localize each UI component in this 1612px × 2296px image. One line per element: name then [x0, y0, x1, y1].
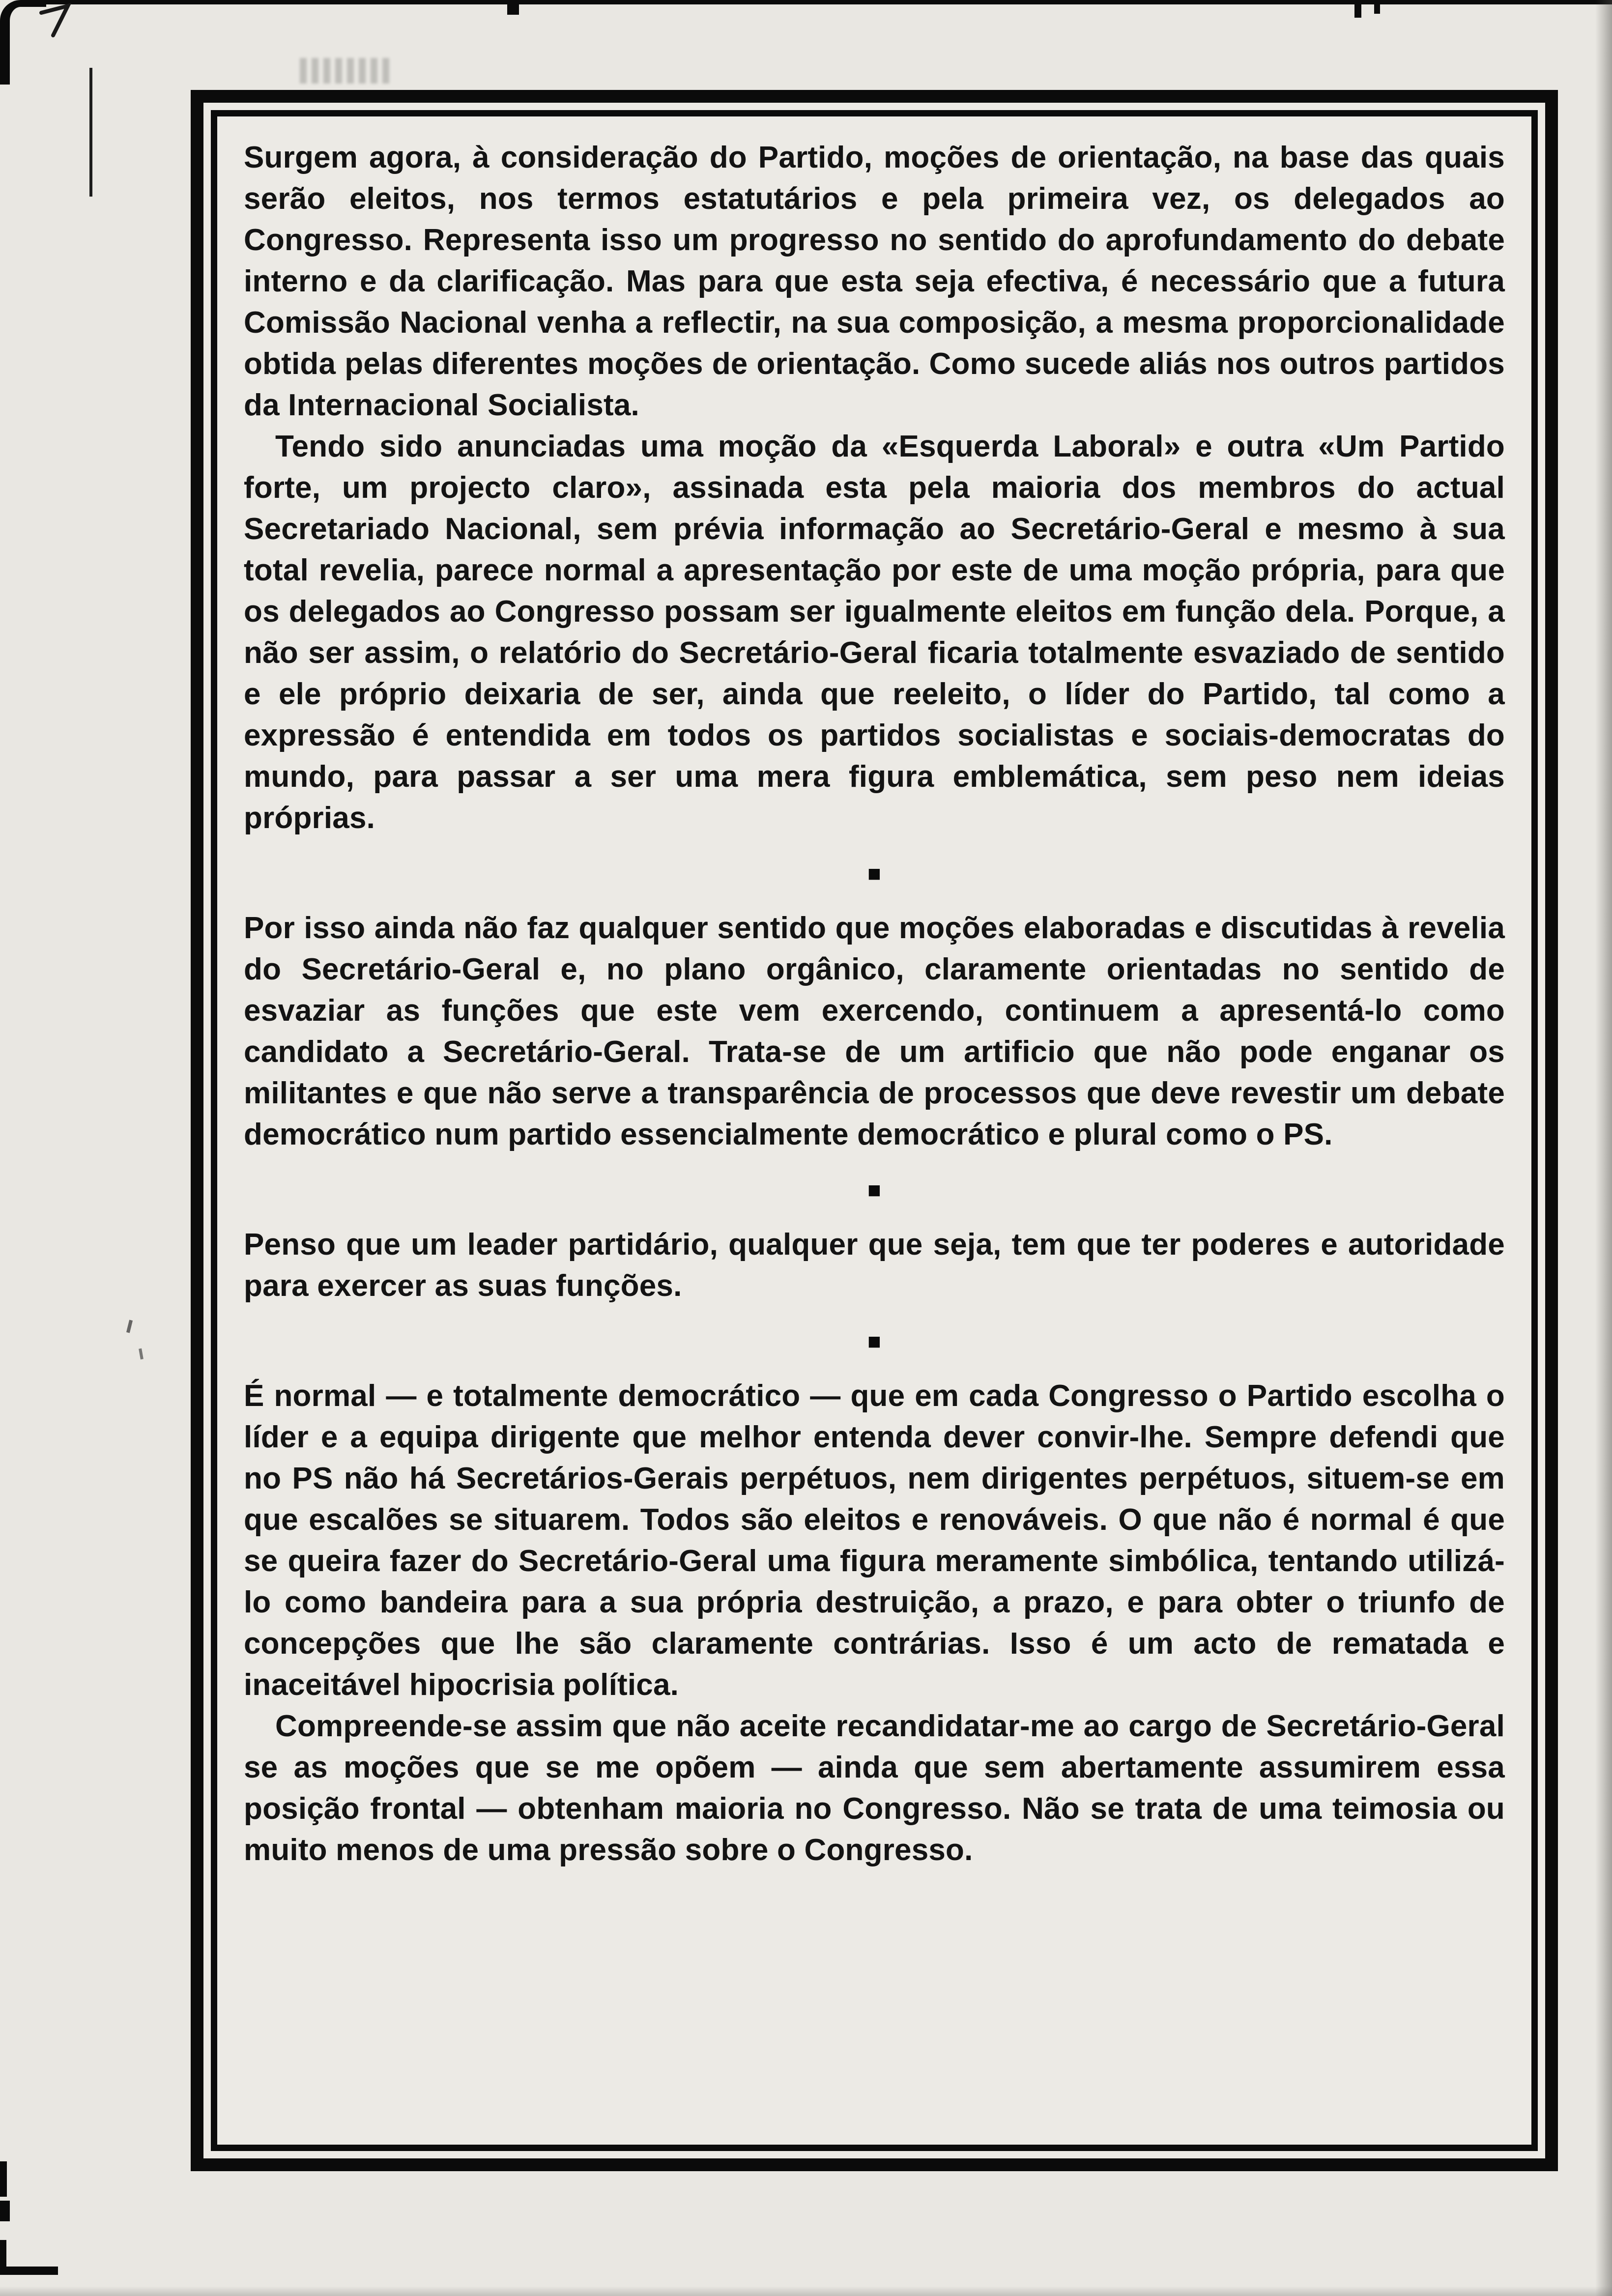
section-separator: ■: [867, 1328, 881, 1354]
page-edge-shadow-bottom: [0, 2286, 1612, 2296]
scan-artifact-squiggle: [38, 3, 77, 41]
section-separator: ■: [867, 1177, 881, 1203]
scan-artifact-pen-mark: [89, 68, 92, 197]
paragraph: Penso que um leader partidário, qualquer que seja, tem que ter poderes e autoridade para exercer as suas funções.: [244, 1228, 1505, 1303]
scan-smudge: [300, 58, 393, 84]
scan-artifact-tick: [1374, 0, 1380, 14]
page-edge-shadow-right: [1595, 0, 1612, 2296]
scan-artifact-edge-mark: [0, 2161, 7, 2197]
scan-artifact-stray-mark: [126, 1320, 133, 1333]
page-frame-outer: [191, 90, 1558, 2171]
scan-artifact-edge-mark: [0, 2201, 10, 2221]
scan-artifact-tick: [1354, 0, 1361, 18]
paragraph: Tendo sido anunciadas uma moção da «Esquerda Laboral» e outra «Um Partido forte, um projecto claro», assinada esta pela maioria dos membros do actual Secretariado Nacional, sem prévia informação ao Secretário-Geral e mesmo à sua total revelia, parece normal a apresentação por este de uma moção própria, para que os delegados ao Congresso possam ser igualmente eleitos em função dela. Porque, a não ser assim, o relatório do Secretário-Geral ficaria totalmente esvaziado de sentido e ele próprio deixaria de ser, ainda que reeleito, o líder do Partido, tal como a expressão é entendida em todos os partidos socialistas e sociais-democratas do mundo, para passar a ser uma mera figura emblemática, sem peso nem ideias próprias.: [244, 430, 1505, 835]
document-body: [244, 137, 1505, 1871]
paragraph: Por isso ainda não faz qualquer sentido que moções elaboradas e discutidas à revelia do Secretário-Geral e, no plano orgânico, claramente orientadas no sentido de esvaziar as funções que este vem exercendo, continuem a apresentá-lo como candidato a Secretário-Geral. Trata-se de um artificio que não pode enganar os militantes e que não serve a transparência de processos que deve revestir um debate democrático num partido essencialmente democrático e plural como o PS.: [244, 911, 1505, 1151]
scan-artifact-edge-mark: [0, 2267, 58, 2275]
scan-artifact-stray-mark: [139, 1349, 144, 1360]
page-frame-inner: [211, 110, 1538, 2151]
scan-artifact-edge-mark: [0, 2240, 6, 2270]
section-separator: ■: [867, 861, 881, 886]
paragraph: É normal — e totalmente democrático — que em cada Congresso o Partido escolha o líder e a equipa dirigente que melhor entenda dever convir-lhe. Sempre defendi que no PS não há Secretários-Gerais perpétuos, nem dirigentes perpétuos, situem-se em que escalões se situarem. Todos são eleitos e renováveis. O que não é normal é que se queira fazer do Secretário-Geral uma figura meramente simbólica, tentando utilizá-lo como bandeira para a sua própria destruição, a prazo, e para obter o triunfo de concepções que lhe são claramente contrárias. Isso é um acto de rematada e inaceitável hipocrisia política.: [244, 1379, 1505, 1702]
paragraph: Surgem agora, à consideração do Partido, moções de orientação, na base das quais serão eleitos, nos termos estatutários e pela primeira vez, os delegados ao Congresso. Representa isso um progresso no sentido do aprofundamento do debate interno e da clarificação. Mas para que esta seja efectiva, é necessário que a futura Comissão Nacional venha a reflectir, na sua composição, a mesma proporcionalidade obtida pelas diferentes moções de orientação. Como sucede aliás nos outros partidos da Internacional Socialista.: [244, 141, 1505, 422]
paragraph: Compreende-se assim que não aceite recandidatar-me ao cargo de Secretário-Geral se as moções que se me opõem — ainda que sem abertamente assumirem essa posição frontal — obtenham maioria no Congresso. Não se trata de uma teimosia ou muito menos de uma pressão sobre o Congresso.: [244, 1709, 1505, 1867]
scan-artifact-tick: [507, 0, 519, 15]
